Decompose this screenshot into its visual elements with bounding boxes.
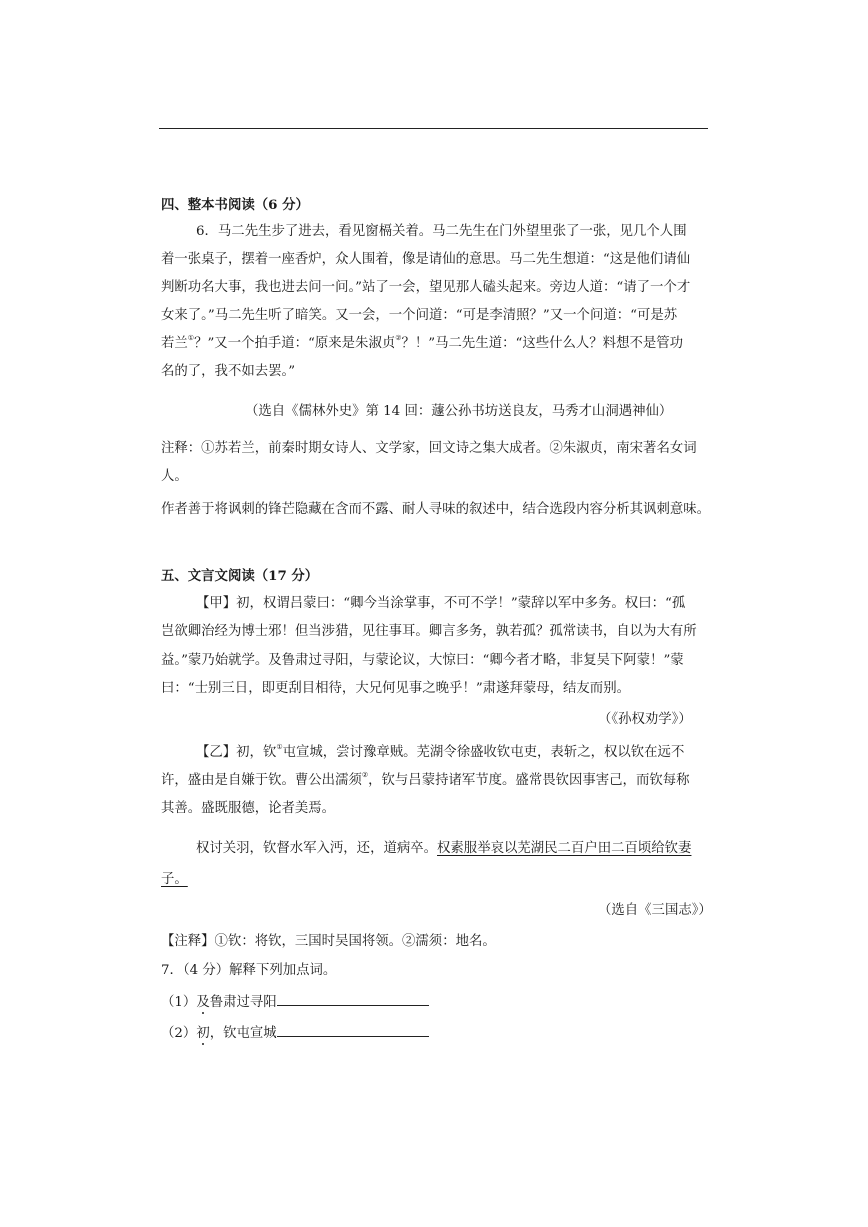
yi-line-4-underlined: 权素服举哀以芜湖民二百户田二百顷给钦妻 [437,841,692,856]
yi-line-2-part-b: ，钦与吕蒙持诸军节度。盛常畏钦因事害己，而钦每称 [368,773,690,788]
q6-line-4: 女来了。”马二先生听了暗笑。又一会，一个问道：“可是李清照？”又一个问道：“可是苏 [161,308,678,323]
jia-line-1: 【甲】初，权谓吕蒙曰：“卿今当涂掌事，不可不学！”蒙辞以军中多务。权曰：“孤 [196,596,686,611]
yi-line-2-part-a: 许，盛由是自嫌于钦。曹公出濡须 [161,773,362,788]
q6-line-5-part-a: 若兰 [161,336,188,351]
jia-line-4: 曰：“士别三日，即更刮目相待，大兄何见事之晚乎！”肃遂拜蒙母，结友而别。 [161,681,630,696]
yi-line-3: 其善。盛既服德，论者美焉。 [161,801,336,816]
yi-line-1 [196,744,684,762]
q6-line-5 [161,335,683,353]
q6-line-6: 名的了，我不如去罢。” [161,364,296,379]
q7-item-2-number: （2） [161,1026,197,1041]
q6-line-1: 6．马二先生步了进去，看见窗槅关着。马二先生在门外望里张了一张，见几个人围 [196,224,687,239]
q7-item-2-text: ，钦屯宣城 [209,1026,277,1041]
annotation-line-2: 人。 [161,469,188,484]
footnote-marker-1: ① [187,334,195,342]
jia-line-3: 益。”蒙乃始就学。及鲁肃过寻阳，与蒙论议，大惊曰：“卿今者才略，非复吴下阿蒙！”蒙 [161,653,684,668]
q7-prompt: 7．（4 分）解释下列加点词。 [161,963,337,978]
q6-question: 作者善于将讽刺的锋芒隐藏在含而不露、耐人寻味的叙述中，结合选段内容分析其讽刺意味。 [161,502,711,517]
q6-source: （选自《儒林外史》第 14 回：蘧公孙书坊送良友，马秀才山洞遇神仙） [245,404,673,419]
yi-notes: 【注释】①钦：将钦，三国时吴国将领。②濡须：地名。 [161,934,496,949]
header-rule [159,128,708,129]
section4-heading: 四、整本书阅读（6 分） [161,197,309,213]
q6-line-2: 着一张桌子，摆着一座香炉，众人围着，像是请仙的意思。马二先生想道：“这是他们请仙 [161,252,691,267]
q7-item-2-answer-blank[interactable] [277,1024,429,1037]
footnote-marker-2: ② [395,334,402,342]
q6-line-3: 判断功名大事，我也进去问一问。”站了一会，望见那人磕头起来。旁边人道：“请了一个才 [161,280,691,295]
yi-line-1-part-b: 屯宣城，尝讨豫章贼。芜湖令徐盛收钦屯吏，表斩之，权以钦在远不 [282,745,685,760]
q7-item-1-dotted-word: 及 [196,995,210,1010]
yi-line-5 [161,871,201,889]
annotation-line-1: 注释：①苏若兰，前秦时期女诗人、文学家，回文诗之集大成者。②朱淑贞，南宋著名女词 [161,441,697,456]
yi-line-4 [196,840,691,858]
yi-line-5-underlined: 子。 [161,872,188,887]
q6-line-5-part-c: ？！”马二先生道：“这些什么人？料想不是管功 [401,336,684,351]
footnote-marker-1: ① [276,743,283,751]
footnote-marker-2: ② [361,771,369,779]
yi-line-4-plain: 权讨关羽，钦督水军入沔，还，道病卒。 [196,841,438,856]
q6-line-5-part-b: ？”又一个拍手道：“原来是朱淑贞 [194,336,396,351]
q7-item-1-text: 鲁肃过寻阳 [209,995,277,1010]
q7-item-2-dotted-word: 初 [196,1026,210,1041]
section5-heading: 五、文言文阅读（17 分） [161,568,319,584]
yi-line-2 [161,772,690,790]
jia-line-2: 岂欲卿治经为博士邪！但当涉猎，见往事耳。卿言多务，孰若孤？孤常读书，自以为大有所 [161,624,697,639]
jia-source: （《孙权劝学》） [598,712,692,727]
q7-item-1-number: （1） [161,995,197,1010]
q7-item-1-answer-blank[interactable] [277,993,429,1006]
q7-item-1 [161,993,429,1012]
q7-item-2 [161,1024,429,1043]
yi-line-1-part-a: 【乙】初，钦 [196,745,277,760]
yi-source: （选自《三国志》） [598,903,712,918]
